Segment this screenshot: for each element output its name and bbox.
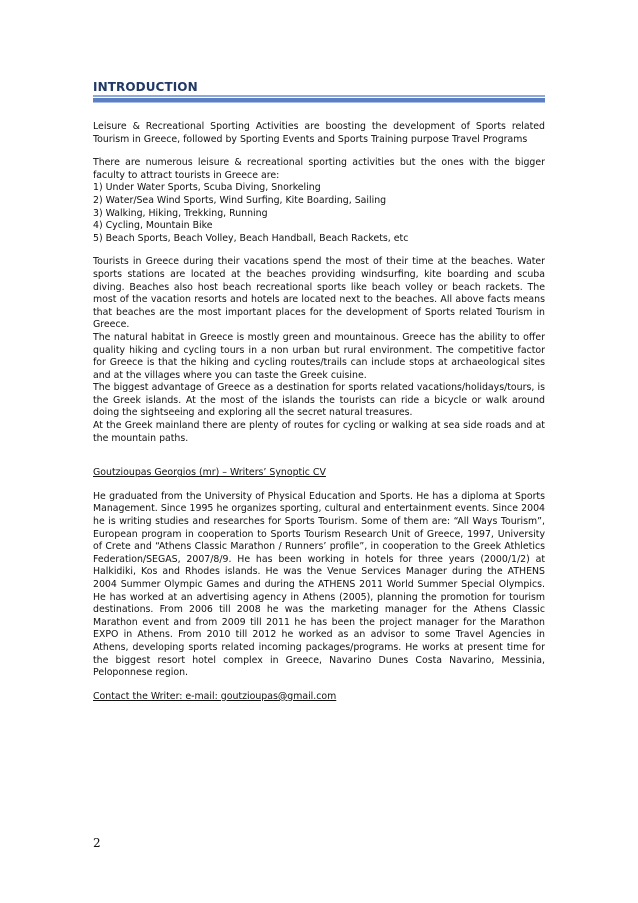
cv-paragraph: He graduated from the University of Physical Education and Sports. He has a diploma at Sports Management. Since 1995 he organizes sporting, cultural and entertainment events. Since 2004 he is writing studies and researches for Sports Tourism. Some of them are: “All Ways Tourism”, European program in cooperation to Sports Tourism Research Unit of Greece, 1997, University of Crete and “Athens Classic Marathon / Runners’ profile”, in cooperation to the Greek Athletics Federation/SEGAS, 2007/8/9. He has been working in hotels for three years (2000/1/2) at Halkidiki, Kos and Rhodes islands. He was the Venue Services Manager during the ATHENS 2004 Summer Olympic Games and during the ATHENS 2011 World Summer Special Olympics. He has worked at an advertising agency in Athens (2005), planning the promotion for tourism destinations. From 2006 till 2008 he was the marketing manager for the Athens Classic Marathon event and from 2009 till 2011 he has been the project manager for the Marathon EXPO in Athens. From 2010 till 2012 he worked as an advisor to some Travel Agencies in Athens, developing sports related incoming packages/programs. He works at present time for the biggest resort hotel complex in Greece, Navarino Dunes Costa Navarino, Messinia, Peloponnese region. bbox=[93, 490, 545, 679]
cv-title: Goutzioupas Georgios (mr) – Writers’ Synoptic CV bbox=[93, 467, 326, 479]
beaches-paragraph: Tourists in Greece during their vacations spend the most of their time at the beaches. Water sports stations are located at the beaches providing windsurfing, kite boarding and scuba diving. Beaches also host beach recreational sports like beach volley or beach rackets. The most of the vacation resorts and hotels are located next to the beaches. All above facts means that beaches are the most important places for the development of Sports related Tourism in Greece. bbox=[93, 256, 545, 331]
mainland-paragraph: At the Greek mainland there are plenty of routes for cycling or walking at sea side roads and at the mountain paths. bbox=[93, 420, 545, 444]
intro-paragraph: Leisure & Recreational Sporting Activities are boosting the development of Sports related Tourism in Greece, followed by Sporting Events and Sports Training purpose Travel Programs bbox=[93, 121, 545, 145]
activity-item: 5) Beach Sports, Beach Volley, Beach Handball, Beach Rackets, etc bbox=[93, 232, 409, 244]
page-number: 2 bbox=[93, 836, 101, 850]
activity-item: 2) Water/Sea Wind Sports, Wind Surfing, Kite Boarding, Sailing bbox=[93, 194, 387, 206]
activity-item: 4) Cycling, Mountain Bike bbox=[93, 220, 213, 232]
heading-rule-top bbox=[93, 95, 545, 97]
habitat-paragraph: The natural habitat in Greece is mostly green and mountainous. Greece has the ability to offer quality hiking and cycling tours in a non urban but rural environment. The competitive factor for Greece is that the hiking and cycling routes/trails can include stops at archaeological sites and at the villages where you can taste the Greek cuisine. bbox=[93, 331, 545, 381]
activities-lead: There are numerous leisure & recreational sporting activities but the ones with the bigger faculty to attract tourists in Greece are: bbox=[93, 157, 545, 181]
heading-rule-bottom bbox=[93, 102, 545, 103]
document-body bbox=[93, 121, 545, 703]
activity-item: 3) Walking, Hiking, Trekking, Running bbox=[93, 207, 268, 219]
activity-item: 1) Under Water Sports, Scuba Diving, Snorkeling bbox=[93, 182, 321, 194]
islands-paragraph: The biggest advantage of Greece as a destination for sports related vacations/holidays/tours, is the Greek islands. At the most of the islands the tourists can ride a bicycle or walk around doing the sightseeing and exploring all the secret natural treasures. bbox=[93, 382, 545, 419]
contact-link[interactable]: Contact the Writer: e-mail: goutzioupas@gmail.com bbox=[93, 690, 337, 702]
section-heading: INTRODUCTION bbox=[93, 80, 198, 94]
